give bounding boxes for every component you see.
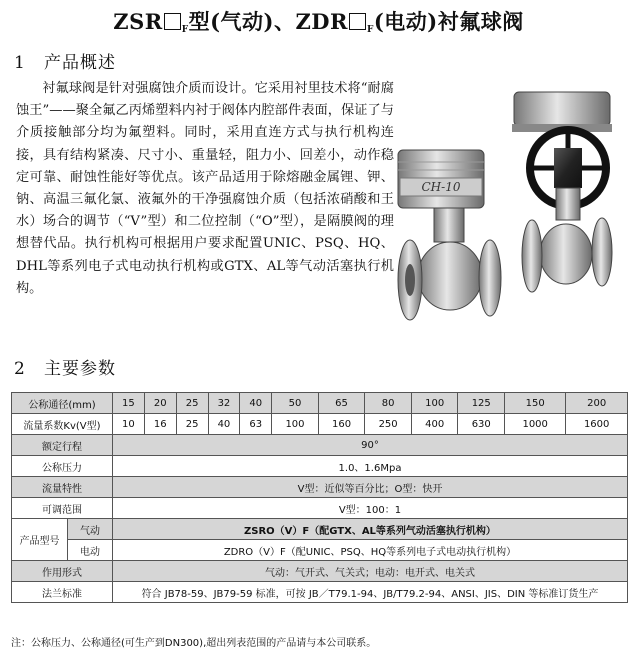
row-label: 可调范围	[12, 498, 113, 519]
model-label: 产品型号	[12, 519, 68, 561]
valve-photos	[396, 86, 624, 330]
kv-cell: 400	[411, 414, 458, 435]
kv-cell: 250	[365, 414, 412, 435]
pneumatic-valve-image	[512, 92, 612, 292]
dn-cell: 40	[240, 393, 272, 414]
section-number: 2	[14, 359, 26, 379]
kv-cell: 630	[458, 414, 505, 435]
overview-paragraph: 衬氟球阀是针对强腐蚀介质而设计。它采用衬里技术将“耐腐蚀王”——聚全氟乙丙烯塑料内衬于阀体内腔部件表面，保证了与介质接触部分均为氟塑料。同时，采用直连方式与执行机构连接，具有结构紧凑、尺寸小、重量轻，阻力小、回差小，动作稳定可靠、耐蚀性能好等优点。该产品适用于除熔融金属锂、钾、钠、高温三氟化氯、液氟外的干净强腐蚀介质（包括浓硝酸和王水）场合的调节（“V”型）和二位控制（“O”型），是隔膜阀的理想替代品。执行机构可根据用户要求配置UNIC、PSQ、HQ、DHL等系列电子式电动执行机构或GTX、AL等气动活塞执行机构。	[16, 81, 394, 296]
title-part: (电动)衬氟球阀	[373, 9, 524, 34]
dn-cell: 200	[566, 393, 628, 414]
row-value: 气动：气开式、气关式；电动：电开式、电关式	[112, 561, 627, 582]
dn-cell: 50	[272, 393, 319, 414]
section-heading-overview	[14, 48, 116, 73]
kv-cell: 100	[272, 414, 319, 435]
table-row	[12, 456, 628, 477]
electric-model: ZDRO（V）F（配UNIC、PSQ、HQ等系列电子式电动执行机构）	[112, 540, 627, 561]
table-row	[12, 498, 628, 519]
dn-cell: 15	[112, 393, 144, 414]
kv-cell: 1600	[566, 414, 628, 435]
kv-cell: 1000	[505, 414, 566, 435]
kv-cell: 25	[176, 414, 208, 435]
kv-label: 流量系数Kv(V型)	[12, 414, 113, 435]
section-heading-params	[14, 354, 116, 379]
table-row	[12, 435, 628, 456]
section-title: 产品概述	[44, 53, 116, 73]
electric-valve-image	[398, 150, 501, 320]
row-value: V型：100：1	[112, 498, 627, 519]
table-row	[12, 519, 628, 540]
row-label: 法兰标准	[12, 582, 113, 603]
row-label: 额定行程	[12, 435, 113, 456]
dn-cell: 125	[458, 393, 505, 414]
section-number: 1	[14, 53, 26, 73]
kv-cell: 63	[240, 414, 272, 435]
row-value: 1.0、1.6Mpa	[112, 456, 627, 477]
table-row	[12, 582, 628, 603]
row-value: V型：近似等百分比；O型：快开	[112, 477, 627, 498]
table-row	[12, 540, 628, 561]
placeholder-box	[349, 13, 366, 30]
pneumatic-label: 气动	[68, 519, 113, 540]
title-sub: F	[366, 25, 374, 35]
row-label: 公称压力	[12, 456, 113, 477]
table-row	[12, 393, 628, 414]
dn-cell: 80	[365, 393, 412, 414]
dn-cell: 25	[176, 393, 208, 414]
dn-cell: 150	[505, 393, 566, 414]
footnote: 注：公称压力、公称通径(可生产到DN300),超出列表范围的产品请与本公司联系。	[11, 638, 377, 649]
kv-cell: 40	[208, 414, 240, 435]
row-value: 符合 JB78-59、JB79-59 标准，可按 JB／T79.1-94、JB/T79.2-94、ANSI、JIS、DIN 等标准订货生产	[112, 582, 627, 603]
kv-cell: 160	[318, 414, 365, 435]
dn-cell: 32	[208, 393, 240, 414]
table-row	[12, 477, 628, 498]
title-sub: F	[181, 25, 189, 35]
dn-cell: 100	[411, 393, 458, 414]
placeholder-box	[164, 13, 181, 30]
row-label: 作用形式	[12, 561, 113, 582]
electric-label: 电动	[68, 540, 113, 561]
title-part: 型(气动)、ZDR	[188, 9, 348, 34]
kv-cell: 16	[144, 414, 176, 435]
section-title: 主要参数	[44, 359, 116, 379]
kv-cell: 10	[112, 414, 144, 435]
pneumatic-model: ZSRO（V）F（配GTX、AL等系列气动活塞执行机构）	[112, 519, 627, 540]
dn-cell: 20	[144, 393, 176, 414]
parameters-table	[11, 392, 628, 603]
title-part: ZSR	[113, 9, 163, 34]
table-row	[12, 561, 628, 582]
actuator-label: CH-10	[421, 180, 461, 194]
page-title	[0, 6, 637, 36]
dn-label: 公称通径(mm)	[12, 393, 113, 414]
row-value: 90°	[112, 435, 627, 456]
row-label: 流量特性	[12, 477, 113, 498]
table-row	[12, 414, 628, 435]
dn-cell: 65	[318, 393, 365, 414]
